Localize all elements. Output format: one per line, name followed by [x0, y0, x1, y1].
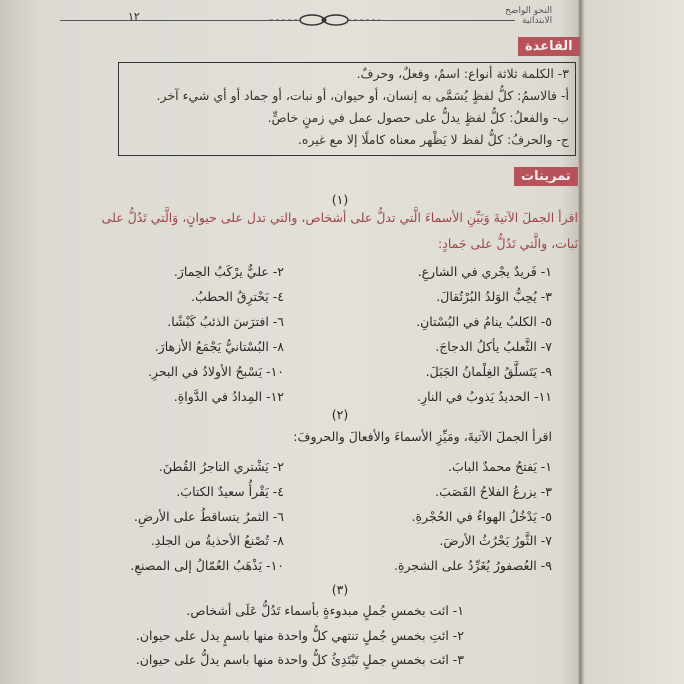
sentence: ١- فَريدٌ يجْري في الشارعِ.	[417, 264, 552, 279]
header-ornament-icon	[270, 12, 380, 28]
sentence: ١٠- يَذْهَبُ العُمّالُ إلى المصنعِ.	[130, 558, 284, 573]
exercise-instruction: نَبات، والَّتي تَدُلُّ على جَمادٍ:	[438, 236, 578, 251]
book-title-text: النحو الواضح	[505, 6, 553, 16]
book-subtitle-text: الابتدائية	[522, 16, 553, 26]
sentence: ٥- يَدْخُلُ الهواءُ في الحُجْرةِ.	[411, 509, 552, 524]
rule-line: ٣- الكلمة ثلاثة أنواع: اسمٌ، وفعلٌ، وحرفٌ.	[356, 66, 569, 81]
sentence: ٤- يَقْرأُ سعيدٌ الكتابَ.	[176, 484, 284, 499]
exercise-line: ٣- ائت بخمسِ جملٍ تَبْتَدِئُ كلُّ واحدة منها باسم يدلُّ على حيوان.	[135, 652, 464, 667]
sentence: ٩- يَتَسلَّقُ الغِلْمانُ الجَبَلَ.	[425, 364, 552, 379]
page-number: ١٢	[128, 10, 140, 23]
sentence: ٩- العُصفورُ يُغَرِّدُ على الشجرةِ.	[393, 558, 552, 573]
exercise-line: ١- ائت بخمسِ جُملٍ مبدوءةٍ بأسماء تَدُلُّ عَلَى أشخاص.	[186, 603, 464, 618]
sentence: ٦- الثمرُ يتساقطُ على الأرضِ.	[133, 509, 284, 524]
sentence: ٨- البُسْتانيُّ يَجْمَعُ الأزهارَ.	[154, 339, 284, 354]
exercises-label: تمرينات	[514, 167, 578, 186]
sentence: ١٢- المِدادُ في الدَّواةِ.	[173, 389, 284, 404]
sentence: ٤- يَحْترِقُ الحطبُ.	[191, 289, 284, 304]
book-title	[505, 6, 552, 26]
sentence: ٣- يُحِبُّ الوَلدُ البُرْتُقالَ.	[436, 289, 552, 304]
sentence: ٢- عليٌّ يرْكَبُ الحِمارَ.	[173, 264, 284, 279]
sentence: ١١- الحديدُ يَذوبُ في النارِ.	[417, 389, 552, 404]
sentence: ٥- الكلبُ ينامُ في البُسْتانِ.	[416, 314, 552, 329]
sentence: ٨- تُصْنعُ الأحذيةُ من الجلدِ.	[150, 533, 284, 548]
rule-box	[118, 62, 576, 156]
exercise-instruction: اقرأ الجملَ الآتيةَ، ومَيِّزِ الأسماءَ والأفعالَ والحروفَ:	[293, 429, 552, 444]
sentence: ١٠- يَسْبحُ الأولادُ في البحرِ.	[147, 364, 284, 379]
adjacent-page	[584, 0, 684, 684]
sentence: ٢- يَشْتري التاجرُ القُطنَ.	[158, 459, 284, 474]
exercise-number: (١)	[331, 192, 349, 207]
sentence: ٧- الثَّورُ يَحْرُثُ الأرضَ.	[439, 533, 552, 548]
sentence: ١- يَفتحُ محمدٌ البابَ.	[448, 459, 552, 474]
exercise-line: ٢- ائتِ بخمسِ جُملٍ تنتهي كلُّ واحدة منها باسمٍ يدل على حيوان.	[135, 628, 464, 643]
sentence: ٣- يزرعُ الفلاحُ القَصَبَ.	[435, 484, 552, 499]
rule-line: أ- فالاسمُ: كلُّ لفظٍ يُسَمَّى به إنسان، أو حيوان، أو نبات، أو جماد أو أي شيء آخر.	[156, 88, 569, 103]
rule-label: القاعدة	[518, 37, 580, 56]
rule-line: ب- والفعلُ: كلُّ لفظٍ يدلُّ على حصول عمل في زمنٍ خاصٍّ.	[267, 110, 569, 125]
exercise-number: (٢)	[331, 407, 349, 422]
sentence: ٦- افترَسَ الذئبُ كَبْشًا.	[167, 314, 284, 329]
exercise-number: (٣)	[331, 582, 349, 597]
sentence: ٧- الثَّعلبُ يأكلُ الدجاجَ.	[435, 339, 552, 354]
rule-line: ج- والحرفُ: كلُّ لفظ لا يَظْهر معناه كاملًا إلا مع غيره.	[297, 132, 569, 147]
exercise-instruction: اقرأ الجملَ الآتيةَ وَبَيِّنِ الأسماءَ الَّتي تدلُّ على أشخاص، والتي تدل على حيوانٍ، وَالَّتي تَدُلُّ على	[101, 210, 578, 225]
